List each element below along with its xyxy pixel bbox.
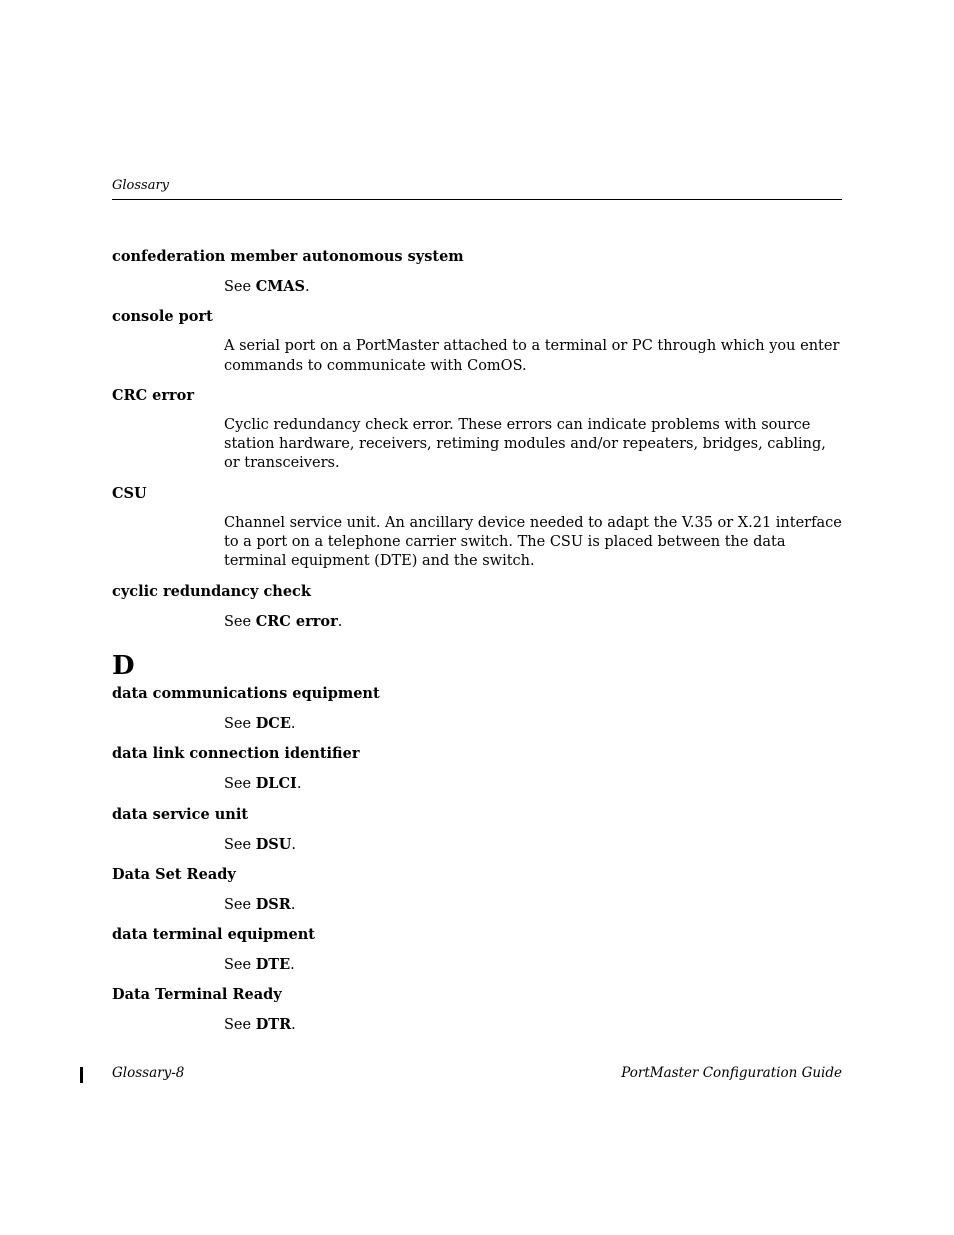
- glossary-term: CSU: [112, 484, 147, 502]
- cross-reference: DTR: [255, 1016, 292, 1034]
- glossary-term: data communications equipment: [112, 684, 380, 702]
- glossary-definition: See DTE.: [224, 956, 295, 974]
- footer-book-title: PortMaster Configuration Guide: [621, 1065, 842, 1081]
- glossary-term: confederation member autonomous system: [112, 248, 464, 265]
- glossary-term: console port: [112, 308, 213, 326]
- glossary-definition: Cyclic redundancy check error. These errors can indicate problems with source station hardware, receivers, retiming modules and/or repeaters, bridges, cabling, or transceivers.: [224, 416, 826, 472]
- glossary-entry: [112, 386, 842, 474]
- cross-reference: DSU: [255, 835, 292, 853]
- glossary-entry: [112, 865, 842, 915]
- glossary-term: CRC error: [112, 386, 194, 404]
- glossary-definition: See DCE.: [224, 714, 296, 732]
- section-letter-heading: D: [112, 650, 135, 681]
- glossary-entry: [112, 307, 842, 376]
- glossary-definition: Channel service unit. An ancillary device needed to adapt the V.35 or X.21 interface to a port on a telephone carrier switch. The CSU is placed between the data terminal equipment (DTE) and the switch.: [224, 514, 842, 570]
- glossary-term: data link connection identifier: [112, 745, 360, 763]
- header-title: Glossary: [112, 178, 170, 193]
- glossary-definition: See DTR.: [224, 1016, 296, 1034]
- glossary-entry: [112, 684, 842, 734]
- glossary-entry: [112, 744, 842, 794]
- cross-reference: DLCI: [255, 775, 297, 793]
- glossary-entry: [112, 247, 842, 297]
- glossary-definition: See CMAS.: [224, 278, 310, 295]
- footer-page-label: Glossary-8: [112, 1065, 185, 1081]
- glossary-entry: [112, 925, 842, 975]
- glossary-definition: See DSR.: [224, 895, 296, 913]
- cross-reference: CRC error: [255, 612, 338, 630]
- glossary-definition: See CRC error.: [224, 612, 343, 630]
- glossary-term: cyclic redundancy check: [112, 582, 311, 600]
- glossary-term: Data Terminal Ready: [112, 986, 282, 1004]
- glossary-definition: A serial port on a PortMaster attached to a terminal or PC through which you enter commands to communicate with ComOS.: [224, 338, 840, 374]
- glossary-entry: [112, 582, 842, 632]
- running-header: [112, 178, 842, 200]
- glossary-entry: [112, 805, 842, 855]
- glossary-term: Data Set Ready: [112, 865, 236, 883]
- cross-reference: DSR: [255, 895, 291, 913]
- cross-reference: DTE: [255, 956, 291, 974]
- cross-reference: DCE: [255, 714, 291, 732]
- glossary-term: data service unit: [112, 805, 249, 823]
- glossary-term: data terminal equipment: [112, 926, 315, 944]
- glossary-content: [112, 247, 842, 1046]
- glossary-definition: See DLCI.: [224, 775, 302, 793]
- cross-reference: CMAS: [255, 278, 306, 295]
- change-bar: [80, 1067, 83, 1083]
- glossary-entry: [112, 484, 842, 572]
- glossary-entry: [112, 985, 842, 1035]
- glossary-definition: See DSU.: [224, 835, 297, 853]
